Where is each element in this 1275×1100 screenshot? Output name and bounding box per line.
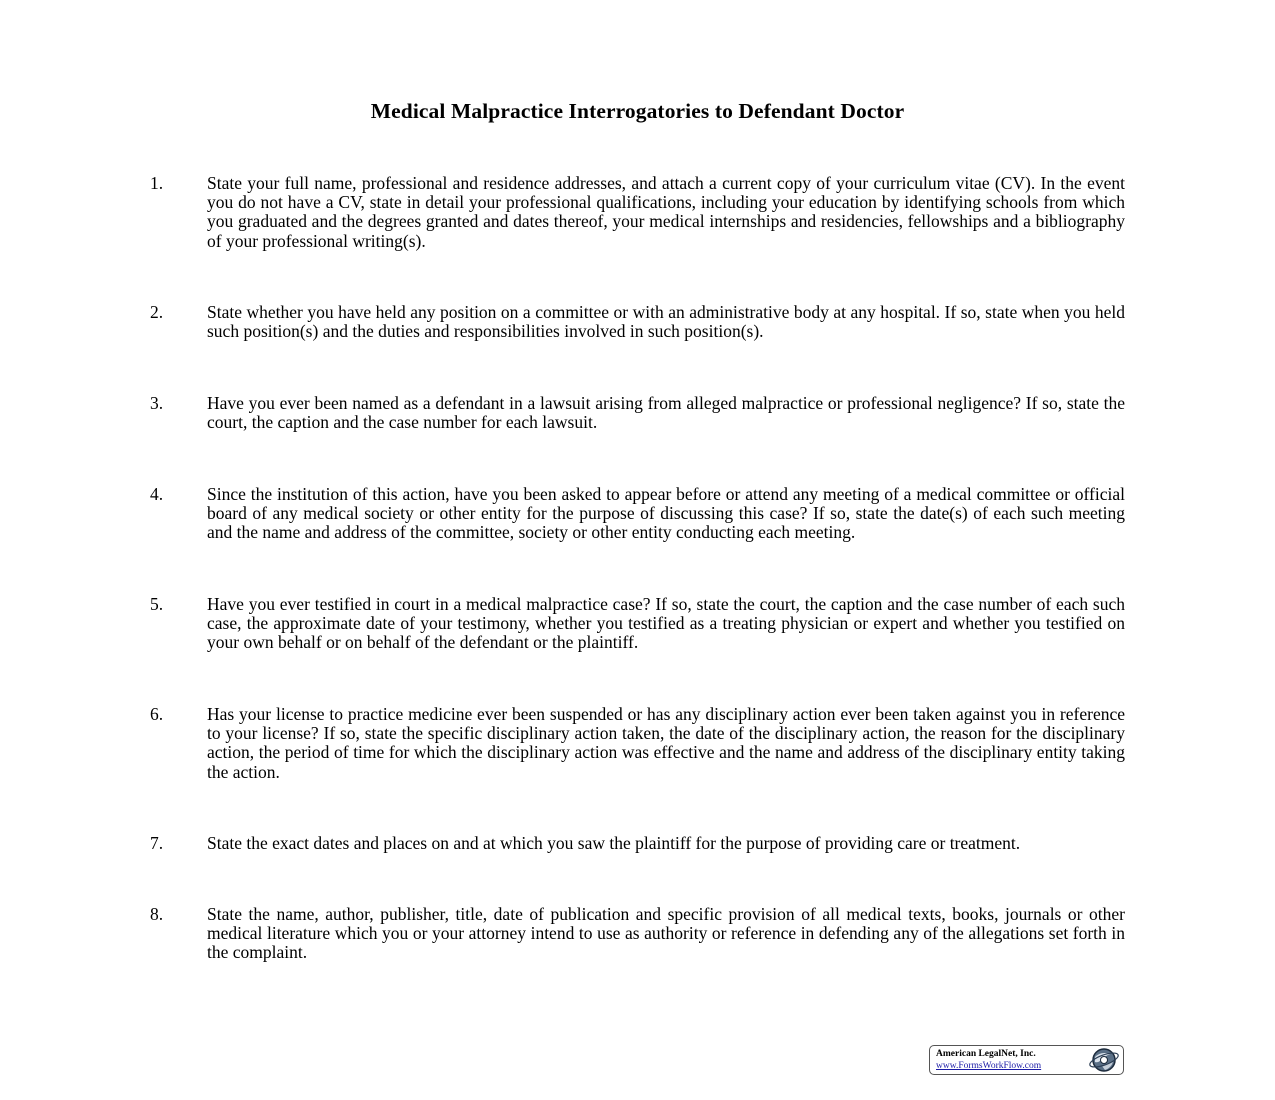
item-number: 1. — [150, 173, 164, 193]
item-text: State the exact dates and places on and at which you saw the plaintiff for the purpose of providing care or treatment. — [207, 833, 1021, 853]
item-number: 5. — [150, 594, 164, 614]
item-number: 7. — [150, 833, 164, 853]
globe-logo-icon — [1086, 1047, 1120, 1073]
logo-company-name: American LegalNet, Inc. — [936, 1049, 1036, 1059]
item-text: State the name, author, publisher, title, date of publication and specific provision of all medical texts, books, journals or other medical literature which you or your attorney intend to use as authority or reference in defending any of the allegations set forth in the complaint. — [207, 904, 1125, 963]
document-title: Medical Malpractice Interrogatories to Defendant Doctor — [370, 99, 905, 123]
item-number: 3. — [150, 393, 164, 413]
item-text: State your full name, professional and residence addresses, and attach a current copy of your curriculum vitae (CV). In the event you do not have a CV, state in detail your professional qualifications, including your education by identifying schools from which you graduated and the degrees granted and dates thereof, your medical internships and residencies, fellowships and a bibliography of your professional writing(s). — [207, 173, 1125, 251]
item-text: Have you ever testified in court in a medical malpractice case? If so, state the court, the caption and the case number of each such case, the approximate date of your testimony, whether you testified as a treating physician or expert and whether you testified on your own behalf or on behalf of the defendant or the plaintiff. — [207, 594, 1125, 653]
item-text: Have you ever been named as a defendant in a lawsuit arising from alleged malpractice or professional negligence? If so, state the court, the caption and the case number for each lawsuit. — [207, 393, 1125, 433]
item-number: 4. — [150, 484, 164, 504]
item-number: 6. — [150, 704, 164, 724]
logo-website-link[interactable]: www.FormsWorkFlow.com — [936, 1061, 1042, 1071]
item-text: Has your license to practice medicine ever been suspended or has any disciplinary action ever been taken against you in reference to your license? If so, state the specific disciplinary action taken, the date of the disciplinary action, the reason for the disciplinary action, the period of time for which the disciplinary action was effective and the name and address of the disciplinary entity taking the action. — [207, 704, 1125, 782]
item-text: Since the institution of this action, have you been asked to appear before or attend any meeting of a medical committee or official board of any medical society or other entity for the purpose of discussing this case? If so, state the date(s) of each such meeting and the name and address of the committee, society or other entity conducting each meeting. — [207, 484, 1125, 543]
item-text: State whether you have held any position on a committee or with an administrative body at any hospital. If so, state when you held such position(s) and the duties and responsibilities involved in such position(s). — [207, 302, 1125, 342]
footer-logo — [929, 1045, 1124, 1075]
item-number: 2. — [150, 302, 164, 322]
item-number: 8. — [150, 904, 164, 924]
